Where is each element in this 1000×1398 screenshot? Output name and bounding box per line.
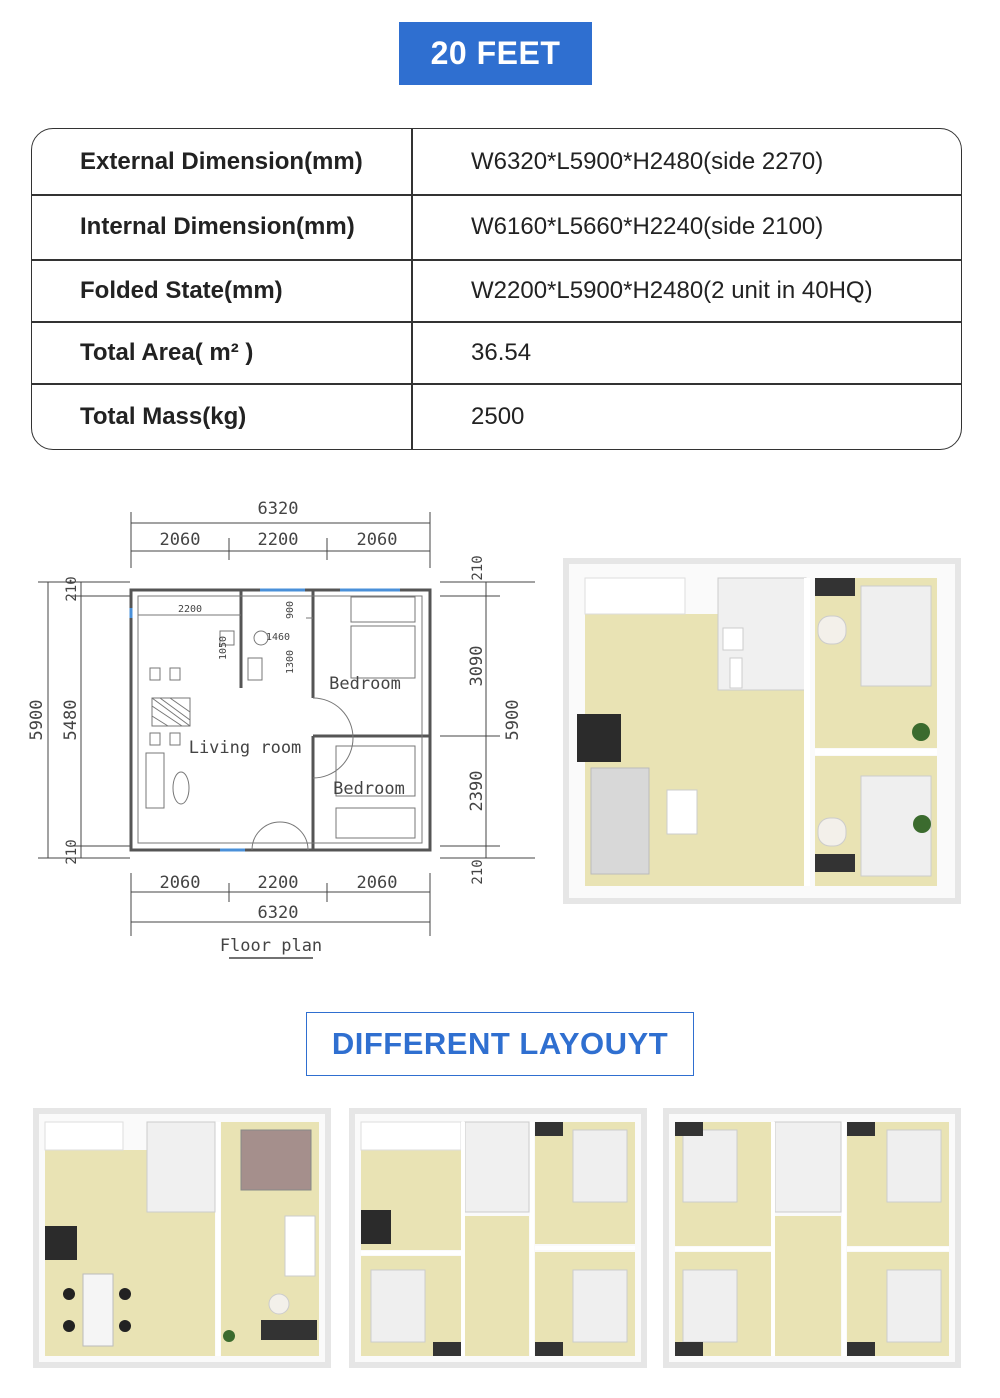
spec-row-area [32,322,961,383]
dim-900: 900 [285,600,296,620]
dim-right-bottom: 210 [470,859,486,885]
dim-bottom-mid: 2200 [257,873,299,893]
spec-row-mass [32,384,961,450]
spec-value: W2200*L5900*H2480(2 unit in 40HQ) [471,276,873,304]
spec-table [31,128,962,450]
spec-value: 2500 [471,403,525,430]
dim-top-right: 2060 [356,530,398,550]
dim-right-lower: 2390 [467,770,487,812]
layout-render-alt-2 [349,1108,647,1368]
floor-plan-drawing [20,488,540,968]
spec-row-folded [32,260,961,321]
dim-top-mid: 2200 [257,530,299,550]
spec-label: Folded State(mm) [80,276,283,304]
dim-right-top: 210 [470,555,486,581]
spec-value: 36.54 [471,338,532,366]
dim-top-total: 6320 [257,499,299,519]
dim-right-upper: 3090 [467,645,487,687]
floor-plan-caption: Floor plan [219,936,323,956]
dim-right-total: 5900 [503,699,523,741]
dim-1300: 1300 [285,649,296,675]
spec-label: External Dimension(mm) [80,147,363,175]
dim-left-bottom: 210 [64,839,80,865]
spec-label: Total Area( m² ) [80,338,254,366]
dim-left-total: 5900 [27,699,47,741]
dim-2200-small: 2200 [177,604,203,615]
dim-1460: 1460 [265,632,291,643]
dim-left-top: 210 [64,576,80,602]
room-label-living: Living room [188,738,302,758]
layout-render-alt-3 [663,1108,961,1368]
spec-value: W6320*L5900*H2480(side 2270) [471,147,824,175]
spec-value: W6160*L5660*H2240(side 2100) [471,213,824,240]
room-label-bedroom-1: Bedroom [329,674,401,694]
dim-bottom-left: 2060 [159,873,201,893]
spec-label: Internal Dimension(mm) [80,213,355,240]
layout-badge: DIFFERENT LAYOUYT [306,1012,694,1076]
spec-row-internal [32,195,961,259]
dim-left-inner: 5480 [61,699,81,741]
dim-top-left: 2060 [159,530,201,550]
spec-label: Total Mass(kg) [80,403,247,430]
layout-render-alt-1 [33,1108,331,1368]
room-label-bedroom-2: Bedroom [333,779,405,799]
dim-bottom-total: 6320 [257,903,299,923]
dim-1050: 1050 [218,635,229,661]
title-badge: 20 FEET [399,22,592,85]
layout-render-main [563,558,961,904]
spec-row-external [32,129,961,194]
dim-bottom-right: 2060 [356,873,398,893]
